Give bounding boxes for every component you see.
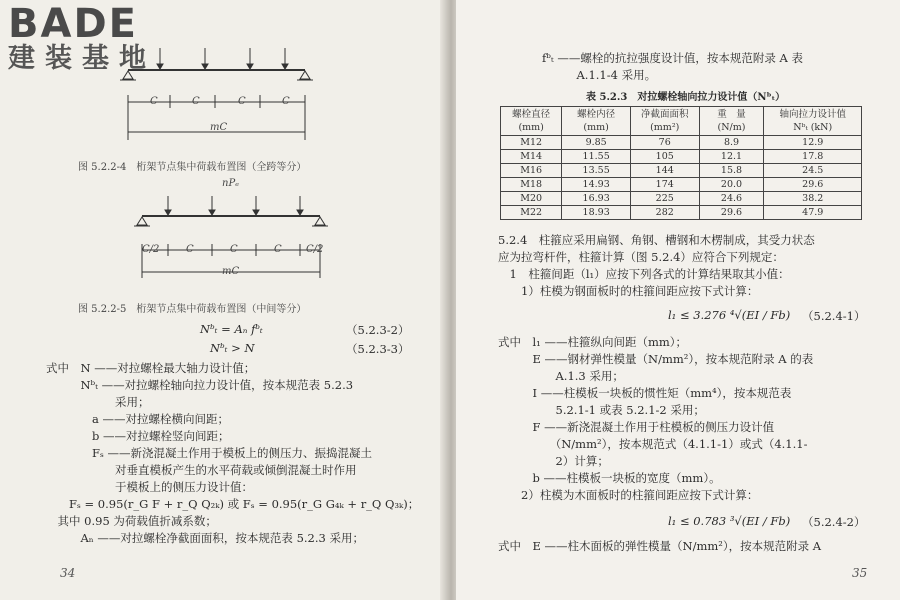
equation-5-2-3-3: Nᵇₜ > N — [210, 341, 255, 355]
text-line: Aₙ ——对拉螺栓净截面面积，按本规范表 5.2.3 采用； — [46, 531, 365, 545]
left-page — [0, 0, 448, 600]
right-top-text — [542, 50, 803, 84]
text-line: 应为拉弯杆件，柱箍计算（图 5.2.4）应符合下列规定： — [498, 250, 784, 264]
equation-5-2-4-1: l₁ ≤ 3.276 ⁴√(EI / Fb) — [668, 308, 791, 322]
text-line: （N/mm²），按本规范式（4.1.1-1）或式（4.1.1- — [498, 437, 808, 451]
table-cell: 47.9 — [764, 206, 862, 220]
text-line: 1 柱箍间距（l₁）应按下列各式的计算结果取其小值： — [498, 267, 790, 281]
left-text-block — [46, 360, 419, 547]
text-line: A.1.1-4 采用。 — [542, 68, 657, 82]
table-cell: M12 — [501, 136, 562, 150]
table-cell: 18.93 — [562, 206, 631, 220]
text-line: 采用； — [46, 395, 150, 409]
table-cell: 11.55 — [562, 150, 631, 164]
table-cell: 144 — [630, 164, 699, 178]
dim-c-6: C — [230, 244, 238, 255]
table-cell: 174 — [630, 178, 699, 192]
load-label: nPₑ — [222, 178, 240, 189]
table-cell: M22 — [501, 206, 562, 220]
right-last-line: 式中 E ——柱木面板的弹性模量（N/mm²），按本规范附录 A — [498, 539, 822, 553]
table-cell: 225 — [630, 192, 699, 206]
table-row — [501, 192, 862, 206]
table-cell: 20.0 — [699, 178, 764, 192]
table-cell: 9.85 — [562, 136, 631, 150]
text-line: b ——柱模板一块板的宽度（mm）。 — [498, 471, 721, 485]
table-cell: 29.6 — [764, 178, 862, 192]
table-cell: 12.9 — [764, 136, 862, 150]
text-line: 式中 l₁ ——柱箍纵向间距（mm）； — [498, 335, 688, 349]
table-row — [501, 206, 862, 220]
text-line: 2）柱模为木面板时的柱箍间距应按下式计算： — [498, 488, 759, 502]
right-page — [456, 0, 900, 600]
text-line: 1）柱模为钢面板时的柱箍间距应按下式计算： — [498, 284, 759, 298]
equation-number-5-2-3-3: （5.2.3-3） — [346, 342, 410, 356]
table-cell: 29.6 — [699, 206, 764, 220]
dim-c-3: C — [238, 96, 246, 107]
text-line: E ——钢材弹性模量（N/mm²），按本规范附录 A 的表 — [498, 352, 814, 366]
right-body-text — [498, 232, 815, 300]
equation-5-2-4-2: l₁ ≤ 0.783 ³√(EI / Fb) — [668, 514, 791, 528]
right-mid-text — [498, 334, 813, 504]
table-header-cell: 轴向拉力设计值 Nᵇₜ (kN) — [764, 107, 862, 136]
bolt-table — [500, 106, 862, 220]
dim-c-5: C — [186, 244, 194, 255]
dim-c-7: C — [274, 244, 282, 255]
table-cell: 38.2 — [764, 192, 862, 206]
text-line: A.1.3 采用； — [498, 369, 624, 383]
dim-c-2: C — [192, 96, 200, 107]
equation-number-5-2-4-2: （5.2.4-2） — [802, 515, 866, 529]
text-line: 2）计算； — [498, 454, 609, 468]
table-cell: M20 — [501, 192, 562, 206]
text-line: 对垂直模板产生的水平荷载或倾倒混凝土时作用 — [46, 463, 357, 477]
table-cell: 24.6 — [699, 192, 764, 206]
text-line: Fₛ = 0.95(r_G F + r_Q Q₂ₖ) 或 Fₛ = 0.95(r_G G₄ₖ + r_Q Q₃ₖ)； — [46, 497, 420, 511]
table-title: 表 5.2.3 对拉螺栓轴向拉力设计值（Nᵇₜ） — [586, 92, 786, 103]
figure-caption-2: 图 5.2.2-5 桁架节点集中荷载布置图（中间等分） — [78, 304, 307, 315]
text-line: fᵇₜ ——螺栓的抗拉强度设计值，按本规范附录 A 表 — [542, 51, 803, 65]
text-line: F ——新浇混凝土作用于柱模板的侧压力设计值 — [498, 420, 775, 434]
table-cell: M14 — [501, 150, 562, 164]
table-header-cell: 螺栓内径 (mm) — [562, 107, 631, 136]
table-cell: M16 — [501, 164, 562, 178]
text-line: 5.2.1-1 或表 5.2.1-2 采用； — [498, 403, 705, 417]
table-row — [501, 136, 862, 150]
table-cell: 24.5 — [764, 164, 862, 178]
text-line: 于模板上的侧压力设计值： — [46, 480, 253, 494]
table-header-cell: 重 量 (N/m) — [699, 107, 764, 136]
table-cell: 8.9 — [699, 136, 764, 150]
table-cell: 13.55 — [562, 164, 631, 178]
figure-caption-1: 图 5.2.2-4 桁架节点集中荷载布置图（全跨等分） — [78, 162, 307, 173]
table-row — [501, 178, 862, 192]
table-cell: 14.93 — [562, 178, 631, 192]
table-cell: 12.1 — [699, 150, 764, 164]
text-line: Fₛ ——新浇混凝土作用于模板上的侧压力、振捣混凝土 — [46, 446, 373, 460]
table-cell: 17.8 — [764, 150, 862, 164]
truss-diagram-1 — [110, 40, 330, 150]
text-line: b ——对拉螺栓竖向间距； — [46, 429, 230, 443]
table-cell: 15.8 — [699, 164, 764, 178]
table-header-row — [501, 107, 862, 136]
table-cell: 282 — [630, 206, 699, 220]
table-row — [501, 164, 862, 178]
dim-half-2: C/2 — [306, 244, 324, 255]
table-cell: 105 — [630, 150, 699, 164]
table-header-cell: 螺栓直径 (mm) — [501, 107, 562, 136]
equation-number-5-2-4-1: （5.2.4-1） — [802, 309, 866, 323]
table-row — [501, 150, 862, 164]
page-number-left: 34 — [60, 566, 76, 580]
text-line: a ——对拉螺栓横向间距； — [46, 412, 230, 426]
dim-c-4: C — [282, 96, 290, 107]
equation-number-5-2-3-2: （5.2.3-2） — [346, 323, 410, 337]
text-line: 其中 0.95 为荷载值折减系数； — [46, 514, 217, 528]
page-number-right: 35 — [852, 566, 868, 580]
logo-brand: BADE — [8, 1, 138, 47]
dim-c-1: C — [150, 96, 158, 107]
dim-half-1: C/2 — [142, 244, 160, 255]
text-line: I ——柱模板一块板的惯性矩（mm⁴），按本规范表 — [498, 386, 792, 400]
table-cell: 16.93 — [562, 192, 631, 206]
table-header-cell: 净截面面积 (mm²) — [630, 107, 699, 136]
dim-total-1: mC — [210, 122, 228, 133]
logo-subtitle: 建装基地 — [8, 43, 156, 74]
text-line: 5.2.4 柱箍应采用扁钢、角钢、槽钢和木楞制成，其受力状态 — [498, 233, 815, 247]
text-line: Nᵇₜ ——对拉螺栓轴向拉力设计值，按本规范表 5.2.3 — [46, 378, 354, 392]
text-line: 式中 N ——对拉螺栓最大轴力设计值； — [46, 361, 256, 375]
equation-5-2-3-2: Nᵇₜ = Aₙ fᵇₜ — [200, 322, 263, 336]
table-cell: 76 — [630, 136, 699, 150]
table-cell: M18 — [501, 178, 562, 192]
dim-total-2: mC — [222, 266, 240, 277]
